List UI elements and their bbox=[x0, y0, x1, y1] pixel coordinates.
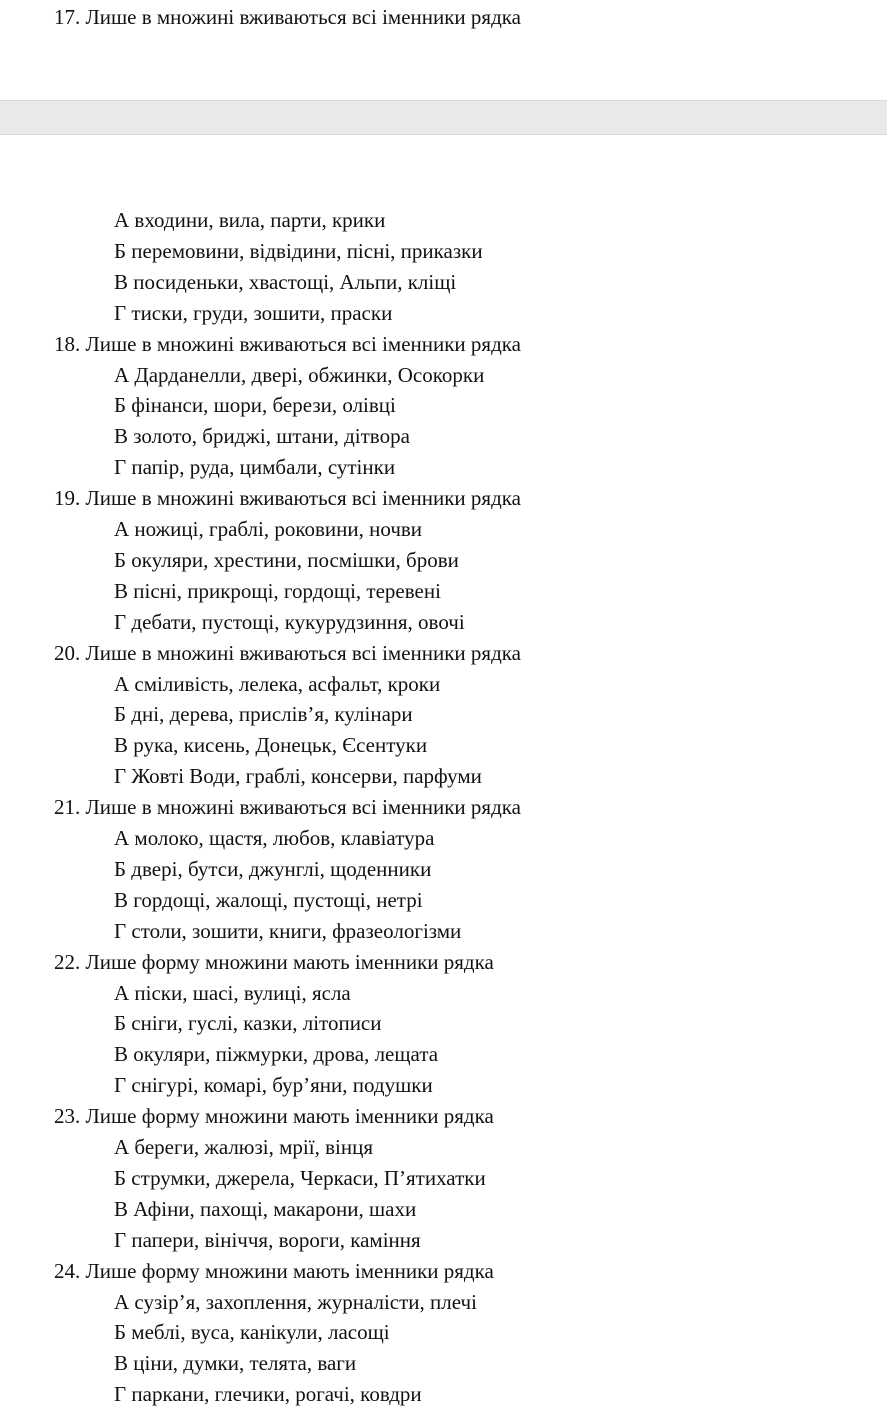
answer-option: Г Жовті Води, граблі, консерви, парфуми bbox=[114, 764, 482, 789]
answer-option: А Дарданелли, двері, обжинки, Осокорки bbox=[114, 362, 485, 387]
answer-option: В рука, кисень, Донецьк, Єсентуки bbox=[114, 733, 428, 758]
answer-option: В золото, бриджі, штани, дітвора bbox=[114, 424, 410, 449]
answer-option: Б окуляри, хрестини, посмішки, брови bbox=[114, 547, 459, 572]
answer-option: А молоко, щастя, любов, клавіатура bbox=[114, 826, 435, 850]
answer-option: А сміливість, лелека, асфальт, кроки bbox=[114, 671, 441, 696]
answer-option: Г дебати, пустощі, кукурудзиння, овочі bbox=[114, 609, 465, 634]
question-title: 23. Лише форму множини мають іменники рядка bbox=[54, 1104, 494, 1129]
question-title: 22. Лише форму множини мають іменники рядка bbox=[54, 949, 494, 974]
answer-option: Г тиски, груди, зошити, праски bbox=[114, 300, 393, 325]
answer-option: А береги, жалюзі, мрії, вінця bbox=[114, 1135, 373, 1159]
answer-option: Г паркани, глечики, рогачі, ковдри bbox=[114, 1382, 422, 1407]
answer-option: Б дні, дерева, прислів’я, кулінари bbox=[114, 702, 413, 727]
question-title: 21. Лише в множині вживаються всі іменники рядка bbox=[54, 795, 521, 820]
answer-option: Б меблі, вуса, канікули, ласощі bbox=[114, 1320, 390, 1345]
answer-option: В Афіни, пахощі, макарони, шахи bbox=[114, 1196, 417, 1221]
answer-option: А входини, вила, парти, крики bbox=[114, 208, 386, 232]
answer-option: В пісні, прикрощі, гордощі, теревені bbox=[114, 578, 441, 603]
question-title: 18. Лише в множині вживаються всі іменники рядка bbox=[54, 331, 521, 356]
answer-option: А сузір’я, захоплення, журналісти, плечі bbox=[114, 1289, 477, 1314]
answer-option: А ножиці, граблі, роковини, ночви bbox=[114, 517, 423, 541]
question-17-title: 17. Лише в множині вживаються всі іменники рядка bbox=[54, 5, 521, 29]
answer-option: Б перемовини, відвідини, пісні, приказки bbox=[114, 238, 483, 263]
page-top-section bbox=[0, 0, 887, 100]
question-title: 19. Лише в множині вживаються всі іменники рядка bbox=[54, 486, 521, 511]
answer-option: В посиденьки, хвастощі, Альпи, кліщі bbox=[114, 269, 457, 294]
answer-option: Г снігурі, комарі, бур’яни, подушки bbox=[114, 1073, 433, 1098]
question-title: 20. Лише в множині вживаються всі іменники рядка bbox=[54, 640, 521, 665]
answer-option: Г папери, вініччя, вороги, каміння bbox=[114, 1227, 421, 1252]
answer-option: Б сніги, гуслі, казки, літописи bbox=[114, 1011, 382, 1036]
answer-option: В ціни, думки, телята, ваги bbox=[114, 1351, 357, 1376]
page-separator bbox=[0, 100, 887, 135]
question-title: 24. Лише форму множини мають іменники рядка bbox=[54, 1258, 494, 1283]
answer-option: В окуляри, піжмурки, дрова, лещата bbox=[114, 1042, 439, 1067]
answer-option: Б струмки, джерела, Черкаси, П’ятихатки bbox=[114, 1165, 486, 1190]
answer-option: Г столи, зошити, книги, фразеологізми bbox=[114, 918, 462, 943]
answer-option: Б двері, бутси, джунглі, щоденники bbox=[114, 856, 432, 881]
answer-option: В гордощі, жалощі, пустощі, нетрі bbox=[114, 887, 423, 912]
page-main-section bbox=[0, 135, 887, 1413]
answer-option: Г папір, руда, цимбали, сутінки bbox=[114, 455, 396, 480]
answer-option: Б фінанси, шори, берези, олівці bbox=[114, 393, 396, 418]
answer-option: А піски, шасі, вулиці, ясла bbox=[114, 980, 351, 1005]
